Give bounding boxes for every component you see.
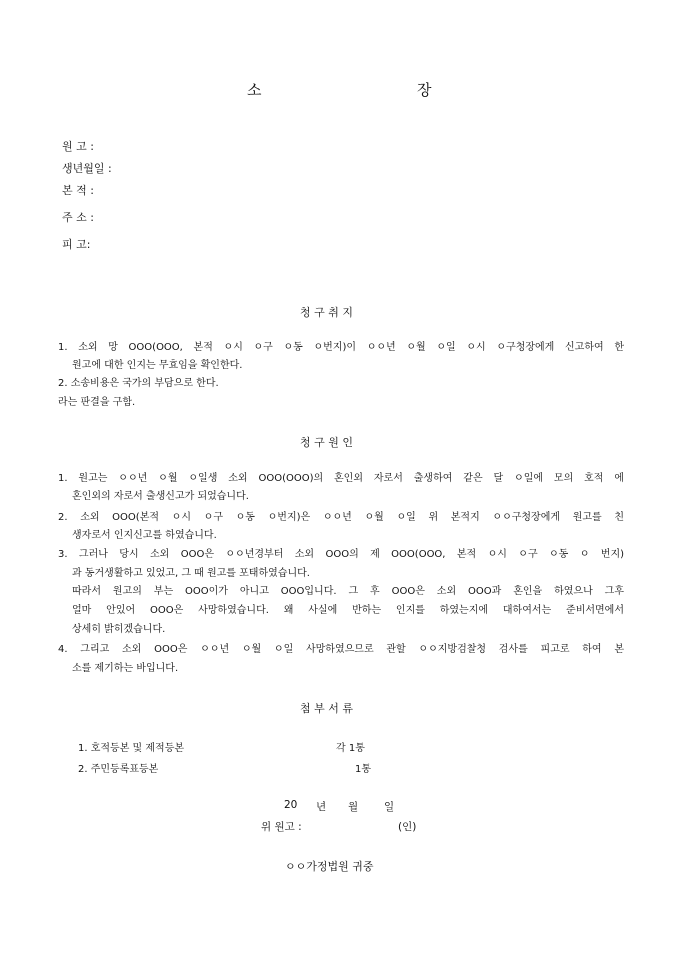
claim-cause-line: 4. 그리고 소외 OOO은 ㅇㅇ년 ㅇ월 ㅇ일 사망하였으므로 관할 ㅇㅇ지방검찰청 검사를 피고로 하여 본 xyxy=(58,644,624,655)
date-year: 20 xyxy=(284,799,298,811)
attachment-item-name: 1. 호적등본 및 제적등본 xyxy=(78,743,185,754)
claim-cause-line: 상세히 밝히겠습니다. xyxy=(72,624,166,635)
party-plaintiff-label: 원 고 : xyxy=(62,140,94,153)
claim-purpose-line: 1. 소외 망 OOO(OOO, 본적 ㅇ시 ㅇ구 ㅇ동 ㅇ번지)이 ㅇㅇ년 ㅇ월 ㅇ일 ㅇ시 ㅇ구청장에게 신고하여 한 xyxy=(58,342,624,353)
claim-cause-line: 2. 소외 OOO(본적 ㅇ시 ㅇ구 ㅇ동 ㅇ번지)은 ㅇㅇ년 ㅇ월 ㅇ일 위 본적지 ㅇㅇ구청장에게 원고를 친 xyxy=(58,512,624,523)
party-registry-label: 본 적 : xyxy=(62,184,94,197)
attachment-item-count: 1통 xyxy=(355,764,372,775)
document-title-right: 장 xyxy=(417,81,432,99)
document-title-left: 소 xyxy=(247,81,262,99)
seal-mark: (인) xyxy=(398,821,417,833)
plaintiff-signature-label: 위 원고 : xyxy=(261,821,302,833)
claim-cause-line: 과 동거생활하고 있었고, 그 때 원고를 포태하였습니다. xyxy=(72,568,310,579)
party-address-label: 주 소 : xyxy=(62,211,94,224)
claim-cause-line: 소를 제기하는 바입니다. xyxy=(72,663,179,674)
party-defendant-label: 피 고: xyxy=(62,238,91,251)
claim-purpose-line: 2. 소송비용은 국가의 부담으로 한다. xyxy=(58,378,219,389)
date-day-unit: 일 xyxy=(384,801,395,813)
claim-cause-line: 1. 원고는 ㅇㅇ년 ㅇ월 ㅇ일생 소외 OOO(OOO)의 혼인외 자로서 출생하여 같은 달 ㅇ일에 모의 호적 에 xyxy=(58,473,624,484)
claim-purpose-line: 원고에 대한 인지는 무효임을 확인한다. xyxy=(72,360,243,371)
claim-cause-line: 생자로서 인지신고를 하였습니다. xyxy=(72,530,217,541)
court-addressee: ㅇㅇ가정법원 귀중 xyxy=(285,860,374,873)
party-birthdate-label: 생년월일 : xyxy=(62,162,112,175)
date-year-unit: 년 xyxy=(316,801,327,813)
attachment-item-count: 각 1통 xyxy=(336,743,365,754)
claim-cause-heading: 청 구 원 인 xyxy=(300,436,353,449)
claim-purpose-heading: 청 구 취 지 xyxy=(300,306,353,319)
claim-cause-line: 얼마 안있어 OOO은 사망하였습니다. 왜 사실에 반하는 인지를 하였는지에 대하여서는 준비서면에서 xyxy=(72,605,624,616)
date-month-unit: 월 xyxy=(348,801,359,813)
attachments-heading: 첨 부 서 류 xyxy=(300,702,353,715)
attachment-item-name: 2. 주민등록표등본 xyxy=(78,764,159,775)
claim-purpose-line: 라는 판결을 구함. xyxy=(58,397,136,408)
claim-cause-line: 혼인외의 자로서 출생신고가 되었습니다. xyxy=(72,491,249,502)
claim-cause-line: 3. 그러나 당시 소외 OOO은 ㅇㅇ년경부터 소외 OOO의 제 OOO(OOO, 본적 ㅇ시 ㅇ구 ㅇ동 ㅇ 번지) xyxy=(58,549,624,560)
claim-cause-line: 따라서 원고의 부는 OOO이가 아니고 OOO입니다. 그 후 OOO은 소외 OOO과 혼인을 하였으나 그후 xyxy=(72,586,624,597)
